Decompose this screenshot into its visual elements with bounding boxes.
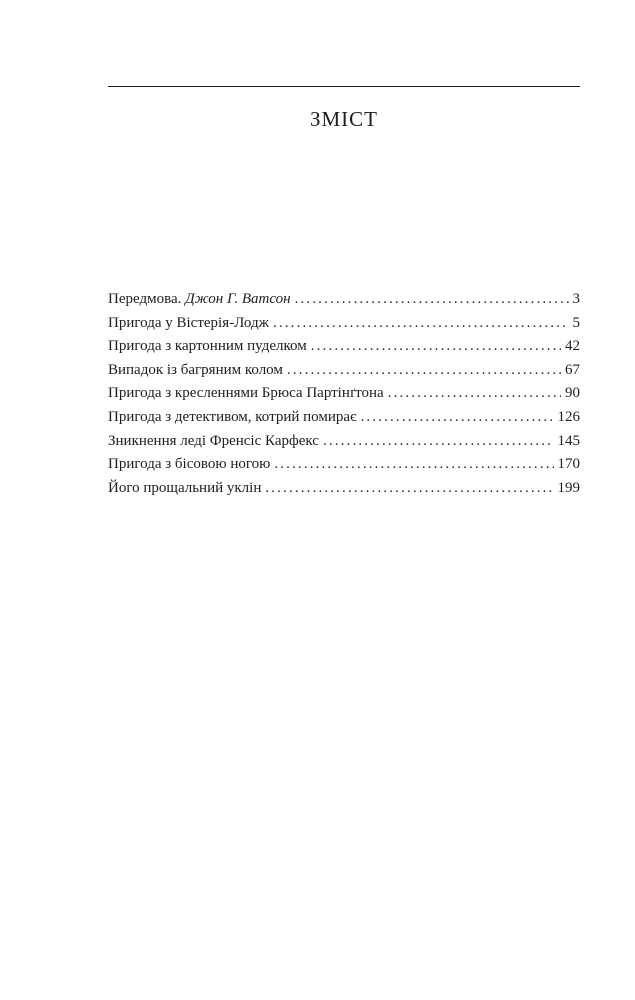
toc-entry-author: Джон Г. Ватсон [185,291,291,307]
toc-entry-page: 5 [572,314,580,331]
toc-entry[interactable] [108,453,580,477]
toc-entry-title: Пригода з детективом, котрий помирає [108,408,357,425]
header-rule [108,86,580,87]
toc-entry-title: Випадок із багряним колом [108,361,283,378]
toc-dot-leader [361,406,554,430]
toc-entry-title: Його прощальний уклін [108,479,262,496]
toc-entry-page: 145 [557,432,580,449]
toc-entry[interactable] [108,359,580,383]
toc-dot-leader [295,288,569,312]
toc-entry-title: Пригода з кресленнями Брюса Партінґтона [108,385,384,402]
toc-entry-page: 126 [557,408,580,425]
toc-entry-title: Зникнення леді Френсіс Карфекс [108,432,319,449]
toc-entry-page: 67 [565,361,580,378]
toc-entry-title: Пригода з картонним пуделком [108,338,307,355]
toc-entry-title: Пригода у Вістерія-Лодж [108,314,269,331]
toc-entry-title: Передмова. Джон Г. Ватсон [108,291,291,307]
table-of-contents [108,288,580,500]
toc-entry-title: Пригода з бісовою ногою [108,456,271,473]
toc-entry[interactable] [108,382,580,406]
toc-entry[interactable] [108,406,580,430]
toc-entry-page: 199 [557,479,580,496]
toc-entry-page: 3 [572,291,580,307]
toc-dot-leader [323,430,554,454]
toc-entry-page: 90 [565,385,580,402]
toc-dot-leader [311,335,561,359]
toc-dot-leader [274,453,553,477]
toc-entry[interactable] [108,335,580,359]
toc-entry[interactable] [108,288,580,312]
toc-entry[interactable] [108,312,580,336]
toc-entry-page: 42 [565,338,580,355]
toc-entry[interactable] [108,477,580,501]
toc-entry-page: 170 [557,456,580,473]
toc-dot-leader [273,312,569,336]
toc-entry[interactable] [108,430,580,454]
page-title: ЗМІСТ [309,107,379,131]
toc-dot-leader [388,382,561,406]
toc-dot-leader [287,359,561,383]
toc-dot-leader [265,477,553,501]
